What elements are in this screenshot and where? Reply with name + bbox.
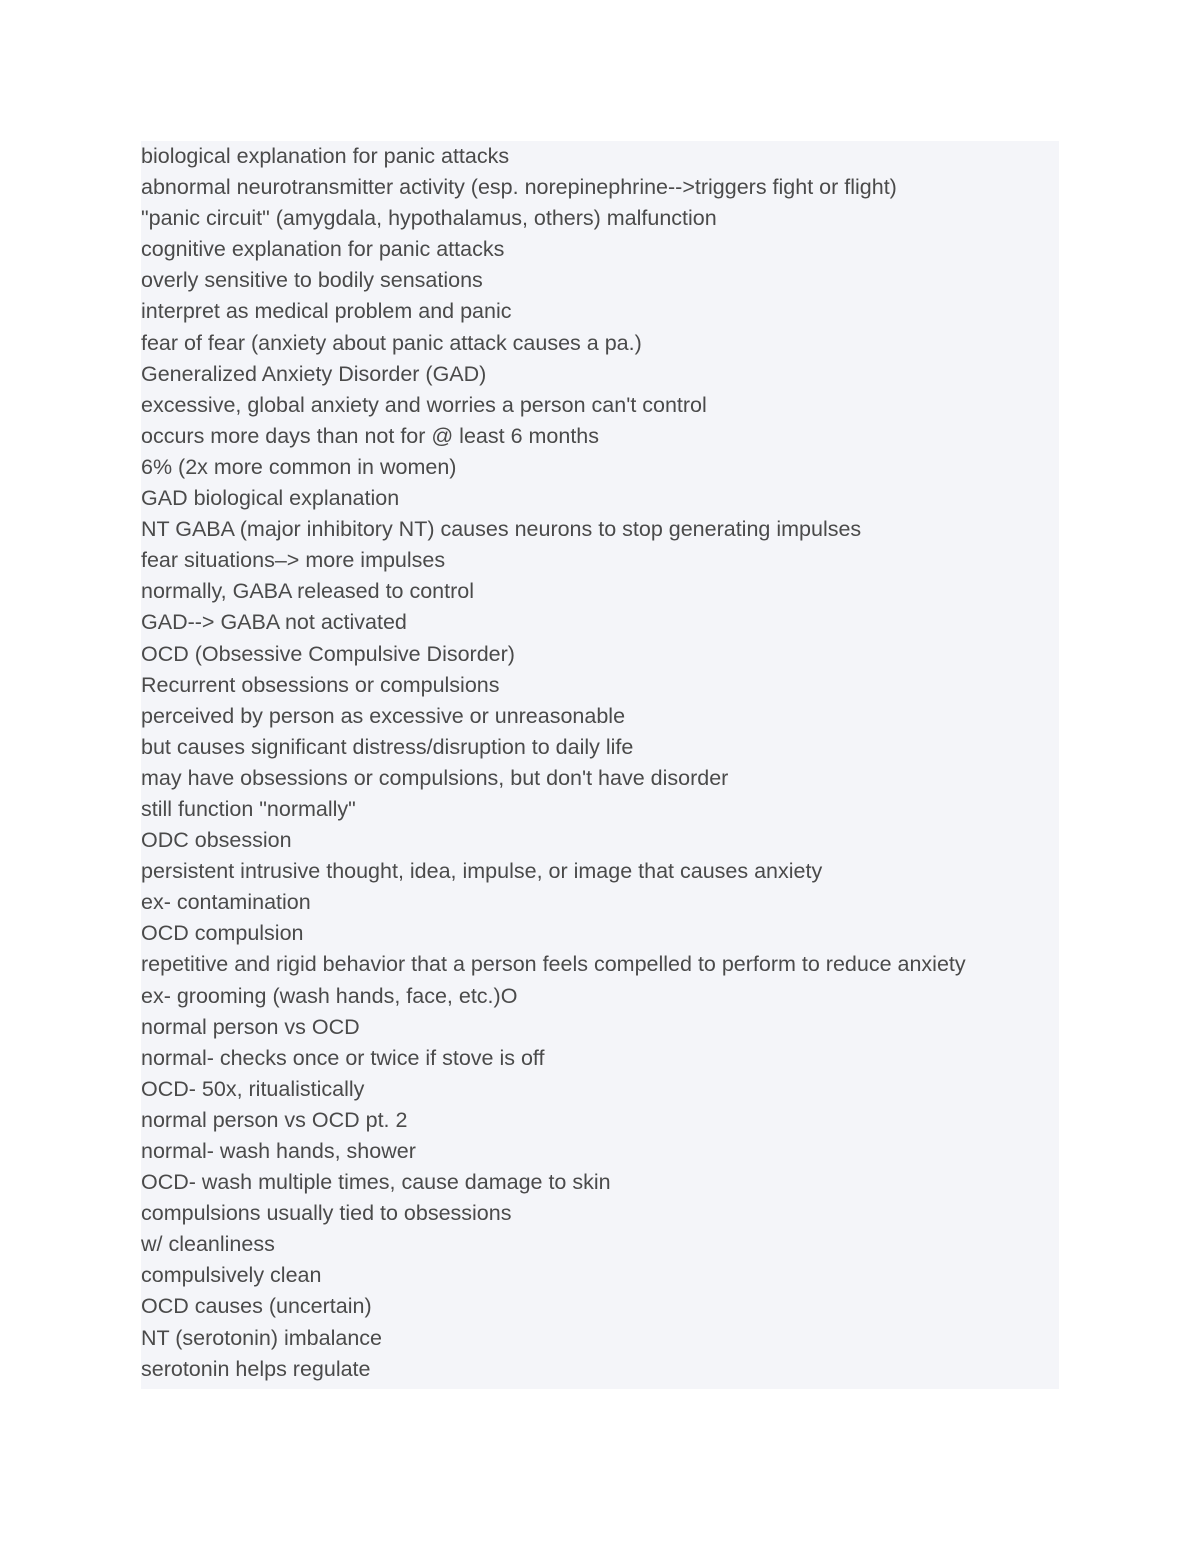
note-line: ex- contamination [141, 890, 311, 915]
note-line: compulsions usually tied to obsessions [141, 1201, 512, 1226]
note-line: ODC obsession [141, 828, 292, 853]
note-line: biological explanation for panic attacks [141, 144, 510, 168]
note-line: but causes significant distress/disruption to daily life [141, 734, 634, 759]
note-line: 6% (2x more common in women) [141, 454, 457, 479]
note-line: perceived by person as excessive or unreasonable [141, 703, 626, 728]
notes-text-block [141, 141, 1059, 1389]
note-line: Generalized Anxiety Disorder (GAD) [141, 361, 487, 386]
note-line: fear of fear (anxiety about panic attack causes a pa.) [141, 330, 642, 355]
note-line: ex- grooming (wash hands, face, etc.)O [141, 983, 518, 1008]
note-line: normal person vs OCD pt. 2 [141, 1107, 408, 1132]
note-line: NT GABA (major inhibitory NT) causes neurons to stop generating impulses [141, 517, 862, 542]
note-line: repetitive and rigid behavior that a person feels compelled to perform to reduce anxiety [141, 952, 966, 977]
note-line: Recurrent obsessions or compulsions [141, 672, 500, 697]
note-line: excessive, global anxiety and worries a person can't control [141, 392, 707, 417]
note-line: w/ cleanliness [141, 1232, 275, 1257]
note-line: OCD compulsion [141, 921, 304, 946]
note-line: overly sensitive to bodily sensations [141, 268, 483, 293]
note-line: OCD causes (uncertain) [141, 1294, 372, 1319]
note-line: normally, GABA released to control [141, 579, 475, 604]
note-line: still function "normally" [141, 796, 356, 821]
note-line: interpret as medical problem and panic [141, 299, 512, 324]
note-line: OCD (Obsessive Compulsive Disorder) [141, 641, 515, 666]
note-line: cognitive explanation for panic attacks [141, 237, 505, 262]
note-line: GAD--> GABA not activated [141, 610, 407, 635]
note-line: normal person vs OCD [141, 1014, 360, 1039]
note-line: "panic circuit" (amygdala, hypothalamus, others) malfunction [141, 206, 717, 231]
note-line: normal- checks once or twice if stove is off [141, 1045, 545, 1070]
note-line: may have obsessions or compulsions, but don't have disorder [141, 765, 729, 790]
note-line: serotonin helps regulate [141, 1356, 371, 1381]
note-line: compulsively clean [141, 1263, 322, 1288]
note-line: OCD- 50x, ritualistically [141, 1076, 365, 1101]
note-line: GAD biological explanation [141, 486, 400, 511]
note-line: persistent intrusive thought, idea, impulse, or image that causes anxiety [141, 859, 823, 884]
note-line: occurs more days than not for @ least 6 months [141, 423, 600, 448]
note-line: abnormal neurotransmitter activity (esp. norepinephrine-->triggers fight or flight) [141, 175, 897, 200]
note-line: normal- wash hands, shower [141, 1139, 416, 1163]
note-line: NT (serotonin) imbalance [141, 1325, 382, 1350]
note-line: fear situations–> more impulses [141, 548, 446, 573]
note-line: OCD- wash multiple times, cause damage to skin [141, 1170, 611, 1195]
